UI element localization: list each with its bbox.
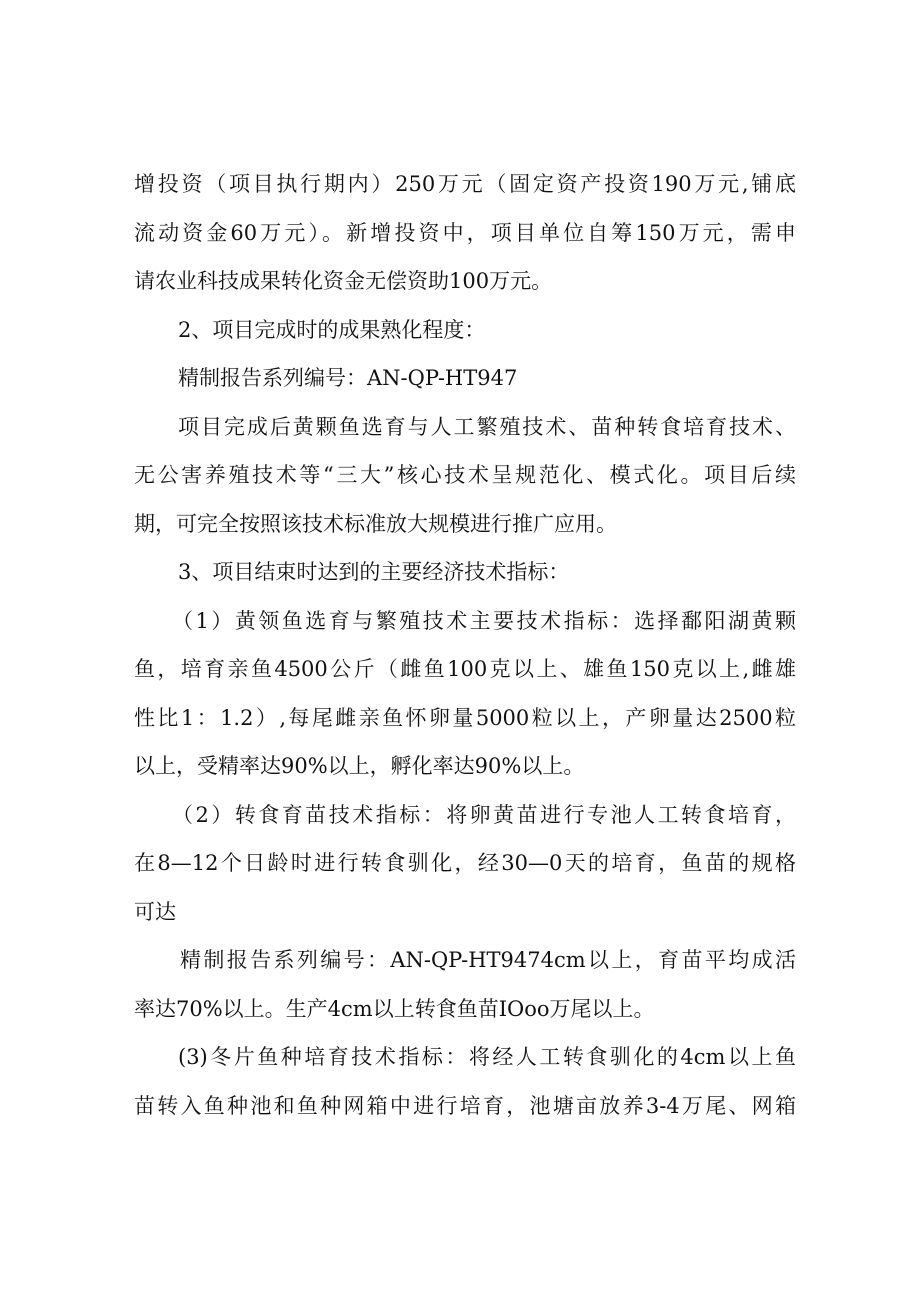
paragraph-line: 流动资金60万元）。新增投资中，项目单位自筹150万元，需申 <box>134 220 796 245</box>
paragraph-line: 可达 <box>134 899 176 924</box>
paragraph-line: 性比1：1.2）,每尾雌亲鱼怀卵量5000粒以上，产卵量达2500粒 <box>134 705 796 730</box>
paragraph-line: （2）转食育苗技术指标：将卵黄苗进行专池人工转食培育， <box>172 802 796 827</box>
paragraph-line: 率达70%以上。生产4cm以上转食鱼苗IOoo万尾以上。 <box>134 996 655 1021</box>
paragraph-line: （1）黄领鱼选育与繁殖技术主要技术指标：选择鄱阳湖黄颗 <box>172 608 796 633</box>
paragraph-line: 在8—12个日龄时进行转食驯化，经30—0天的培育，鱼苗的规格 <box>134 851 796 875</box>
paragraph-line: 请农业科技成果转化资金无偿资助100万元。 <box>134 269 553 293</box>
document-body <box>134 160 796 1130</box>
paragraph-line: 无公害养殖技术等“三大”核心技术呈规范化、模式化。项目后续 <box>134 463 796 487</box>
report-code: 精制报告系列编号：AN-QP-HT947 <box>178 366 518 390</box>
report-code-line: 精制报告系列编号：AN-QP-HT9474cm以上，育苗平均成活 <box>180 948 796 972</box>
paragraph-line: 增投资（项目执行期内）250万元（固定资产投资190万元,铺底 <box>134 172 796 196</box>
paragraph-line: 苗转入鱼种池和鱼种网箱中进行培育，池塘亩放养3-4万尾、网箱 <box>134 1093 796 1118</box>
section-heading: 3、项目结束时达到的主要经济技术指标： <box>178 560 570 584</box>
section-heading: 2、项目完成时的成果熟化程度： <box>178 317 486 342</box>
paragraph-line: 以上，受精率达90%以上，孵化率达90%以上。 <box>134 754 585 778</box>
paragraph-line: (3)冬片鱼种培育技术指标：将经人工转食驯化的4cm以上鱼 <box>178 1045 796 1069</box>
paragraph-line: 鱼，培育亲鱼4500公斤（雌鱼100克以上、雄鱼150克以上,雌雄 <box>134 657 796 681</box>
paragraph-line: 项目完成后黄颗鱼选育与人工繁殖技术、苗种转食培育技术、 <box>178 414 796 439</box>
paragraph-line: 期，可完全按照该技术标准放大规模进行推广应用。 <box>134 511 617 536</box>
